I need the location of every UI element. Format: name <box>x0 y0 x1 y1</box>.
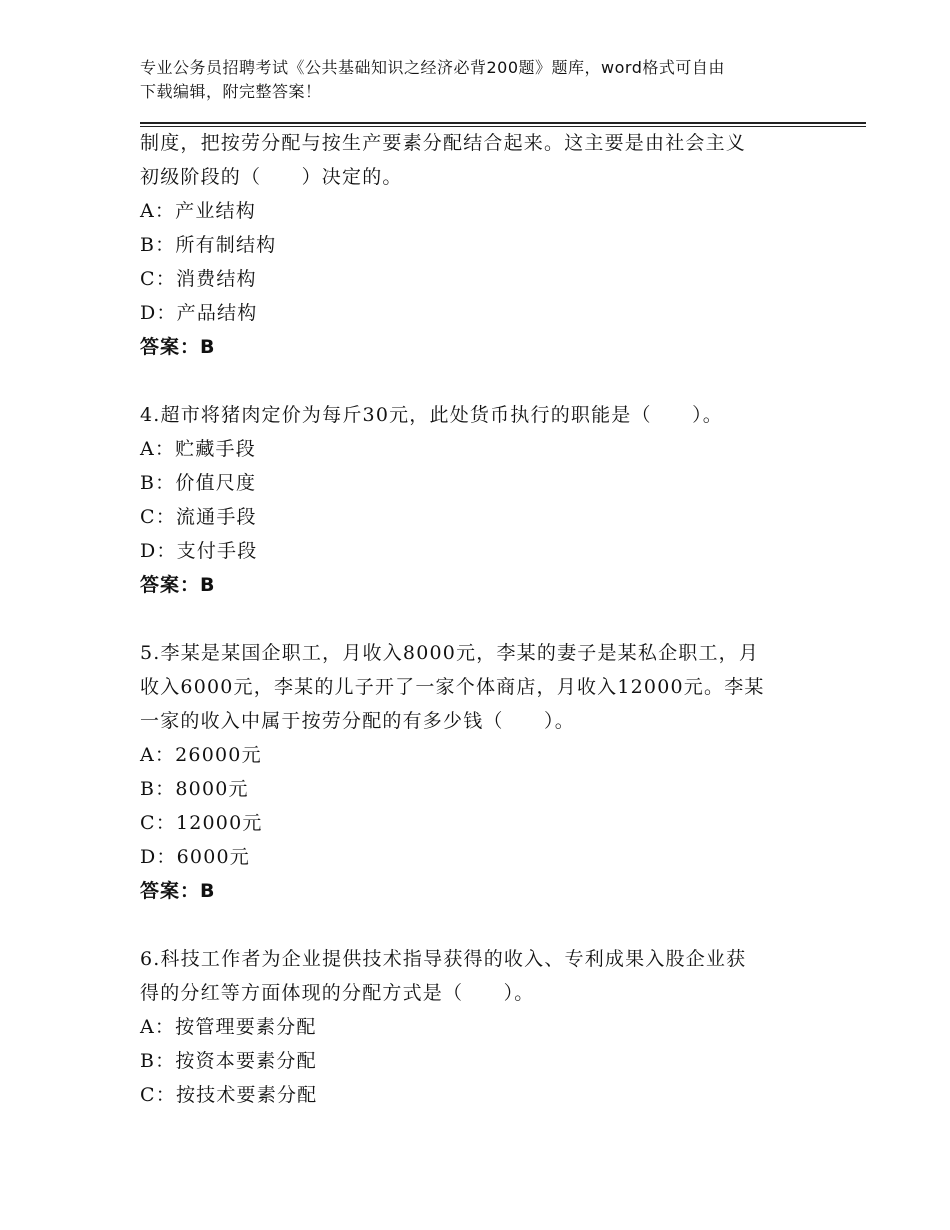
question-stem: 6.科技工作者为企业提供技术指导获得的收入、专利成果入股企业获 <box>140 948 747 970</box>
question-6 <box>140 942 830 1112</box>
option-b: B：价值尺度 <box>140 472 257 494</box>
option-a: A：贮藏手段 <box>140 438 256 460</box>
option-c: C：流通手段 <box>140 506 257 528</box>
question-4 <box>140 398 830 602</box>
answer-label: 答案：B <box>140 336 216 358</box>
option-b: B：所有制结构 <box>140 234 277 256</box>
header-title-line-2: 下载编辑，附完整答案！ <box>140 82 322 101</box>
option-b: B：按资本要素分配 <box>140 1050 317 1072</box>
option-c: C：按技术要素分配 <box>140 1084 318 1106</box>
page-header <box>140 56 830 104</box>
question-stem: 4.超市将猪肉定价为每斤30元，此处货币执行的职能是（ ）。 <box>140 404 724 426</box>
question-stem: 得的分红等方面体现的分配方式是（ ）。 <box>140 982 535 1004</box>
answer-label: 答案：B <box>140 880 216 902</box>
option-c: C：12000元 <box>140 812 263 834</box>
question-stem: 初级阶段的（ ）决定的。 <box>140 166 403 188</box>
question-stem: 一家的收入中属于按劳分配的有多少钱（ ）。 <box>140 710 575 732</box>
answer-label: 答案：B <box>140 574 216 596</box>
header-title-line-1: 专业公务员招聘考试《公共基础知识之经济必背200题》题库，word格式可自由 <box>140 58 725 77</box>
option-d: D：6000元 <box>140 846 250 868</box>
option-b: B：8000元 <box>140 778 249 800</box>
question-stem: 制度，把按劳分配与按生产要素分配结合起来。这主要是由社会主义 <box>140 132 747 154</box>
option-d: D：支付手段 <box>140 540 258 562</box>
question-5 <box>140 636 830 908</box>
question-3 <box>140 126 830 364</box>
question-list <box>140 126 830 1112</box>
option-a: A：产业结构 <box>140 200 256 222</box>
question-stem: 收入6000元，李某的儿子开了一家个体商店，月收入12000元。李某 <box>140 676 765 698</box>
option-c: C：消费结构 <box>140 268 257 290</box>
option-a: A：按管理要素分配 <box>140 1016 317 1038</box>
option-d: D：产品结构 <box>140 302 258 324</box>
option-a: A：26000元 <box>140 744 262 766</box>
question-stem: 5.李某是某国企职工，月收入8000元，李某的妻子是某私企职工，月 <box>140 642 760 664</box>
